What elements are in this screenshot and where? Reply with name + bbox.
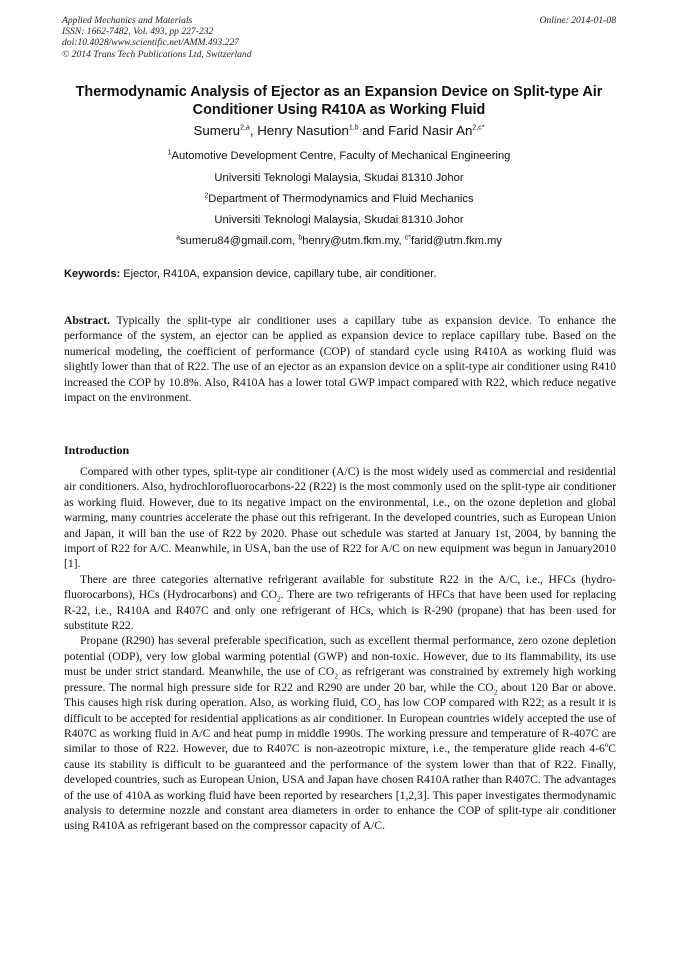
- affiliation-1-address: Universiti Teknologi Malaysia, Skudai 81310 Johor: [214, 172, 464, 184]
- email-address: sumeru84@gmail.com,: [180, 235, 299, 247]
- author-affiliation-mark: 2,a: [240, 124, 250, 132]
- subscript: 2: [276, 594, 281, 604]
- author-list: [62, 123, 616, 139]
- affiliation-mark: 2: [204, 192, 209, 200]
- journal-name: Applied Mechanics and Materials: [62, 15, 193, 26]
- affiliation-2: [62, 193, 616, 206]
- email-address: henry@utm.fkm.my,: [302, 235, 405, 247]
- author-separator: ,: [249, 123, 258, 138]
- issn-line: ISSN: 1662-7482, Vol. 493, pp 227-232: [62, 26, 214, 38]
- paragraph-text: Compared with other types, split-type air conditioner (A/C) is the most widely used as commercial and residential air conditioners. Also, hydrochlorofluorocarbons-22 (R22) is the most commonly used on the split-type air conditioner as working fluid. However, due to its negative impact on the environmental, i.e., on the ozone depletion and global warming, many countries accelerate the phase out this refrigerant. In the developed countries, such as European Union and Japan, it will ban the use of R22 by 2020. Phase out schedule was started at January 1st, 2004, by banning the import of R22 for A/C. Meanwhile, in USA, ban the use of R22 for A/C on new equipment was begun in January2010 [1].: [64, 465, 616, 571]
- doi-line: doi:10.4028/www.scientific.net/AMM.493.227: [62, 37, 240, 49]
- online-date: Online: 2014-01-08: [539, 15, 616, 26]
- subscript: 2: [493, 687, 498, 696]
- email-list: [62, 235, 616, 248]
- paragraph-text: There are three categories alternative refrigerant available for substitute R22 in the A/C, i.e., HFCs (hydro-fluorocarbons), HCs (Hydrocarbons) and CO: [64, 572, 616, 602]
- paragraph: [64, 464, 616, 572]
- affiliation-text: Department of Thermodynamics and Fluid Mechanics: [208, 193, 474, 205]
- paragraph-text: . There are two refrigerants of HFCs that have been used for replacing R-22, i.e., R410A and R407C and only one refrigerant of HCs, which is R-290 (propane) that has been used for substitute R22.: [64, 588, 616, 633]
- abstract-text: Typically the split-type air conditioner uses a capillary tube as expansion device. To enhance the performance of the system, an ejector can be applied as expansion device to replace capillary tube. Based on the numerical modeling, the coefficient of performance (COP) of standard cycle using R410A as working fluid was slightly lower than that of R22. The use of an ejector as an expansion device on a split-type air conditioner using R410 increased the COP by 10.8%. Also, R410A has a lower total GWP impact compared with R22, which reduce negative impact on the environment.: [64, 314, 616, 405]
- email-mark: a: [176, 234, 180, 242]
- email-mark: b: [298, 234, 303, 242]
- author-name: Farid Nasir An: [388, 123, 473, 138]
- author-name: Sumeru: [193, 123, 241, 138]
- section-heading: Introduction: [64, 443, 130, 457]
- author-affiliation-mark: 2,c*: [472, 124, 485, 132]
- email-address: farid@utm.fkm.my: [410, 235, 502, 247]
- paragraph-text: C cause its stability is difficult to be guaranteed and the performance of the system lower than that of R22. Finally, developed countries, such as European Union, USA and Japan have chosen R410A rather than R407C. The advantages of the use of 410A as working fluid have been reported by researchers [1,2,3]. This paper investigates thermodynamic analysis to determine nozzle and constant area diameters in order to enhance the COP of split-type air conditioner using R410A as refrigerant based on the compressor capacity of A/C.: [64, 742, 616, 833]
- copyright-line: © 2014 Trans Tech Publications Ltd, Switzerland: [62, 48, 252, 60]
- paragraph-text: as refrigerant was constrained by extremely high working pressure. The normal high pressure side for R22 and R290 are under 20 bar, while the CO: [64, 665, 616, 694]
- paragraph: [64, 572, 616, 634]
- author-affiliation-mark: 1,b: [348, 124, 359, 132]
- author-name: Henry Nasution: [257, 123, 349, 138]
- affiliation-mark: 1: [167, 149, 172, 157]
- affiliation-1: [62, 150, 616, 163]
- abstract-section: [64, 313, 616, 405]
- affiliation-2-address: Universiti Teknologi Malaysia, Skudai 81310 Johor: [214, 214, 464, 226]
- paragraph-text: Propane (R290) has several preferable specification, such as excellent thermal performance, zero ozone depletion potential (ODP), very low global warming potential (GWP) and non-toxic. However, due to its flammability, its use must be under strict standard. Meanwhile, the use of CO: [64, 634, 616, 679]
- introduction-section: [64, 464, 616, 834]
- author-separator: and: [358, 123, 389, 138]
- paragraph-text: about 120 Bar or above. This causes high risk during operation. Also, as working fluid, CO: [64, 680, 617, 710]
- paper-title: Thermodynamic Analysis of Ejector as an Expansion Device on Split-type Air Conditioner Using R410A as Working Fluid: [75, 84, 603, 118]
- paragraph-text: has low COP compared with R22; as a result it is difficult to be accepted for residential applications as air conditioner. In European countries widely accepted the use of R407C as working fluid in A/C and heat pump in middle 1990s. The working pressure and temperature of R-407C are similar to those of R22. However, due to R407C is non-azeotropic mixture, i.e., the temperature glide reach 4-6: [64, 696, 616, 756]
- keywords-text: Ejector, R410A, expansion device, capillary tube, air conditioner.: [120, 268, 437, 280]
- subscript: 2: [334, 671, 339, 681]
- keywords-label: Keywords:: [64, 268, 121, 280]
- affiliation-text: Automotive Development Centre, Faculty of Mechanical Engineering: [171, 150, 511, 162]
- subscript: 2: [376, 702, 381, 712]
- keywords-line: [64, 268, 616, 281]
- journal-header: [62, 15, 616, 60]
- superscript: o: [604, 741, 609, 750]
- abstract-label: Abstract.: [64, 314, 111, 327]
- email-mark: c*: [404, 234, 411, 242]
- paragraph: [64, 633, 616, 833]
